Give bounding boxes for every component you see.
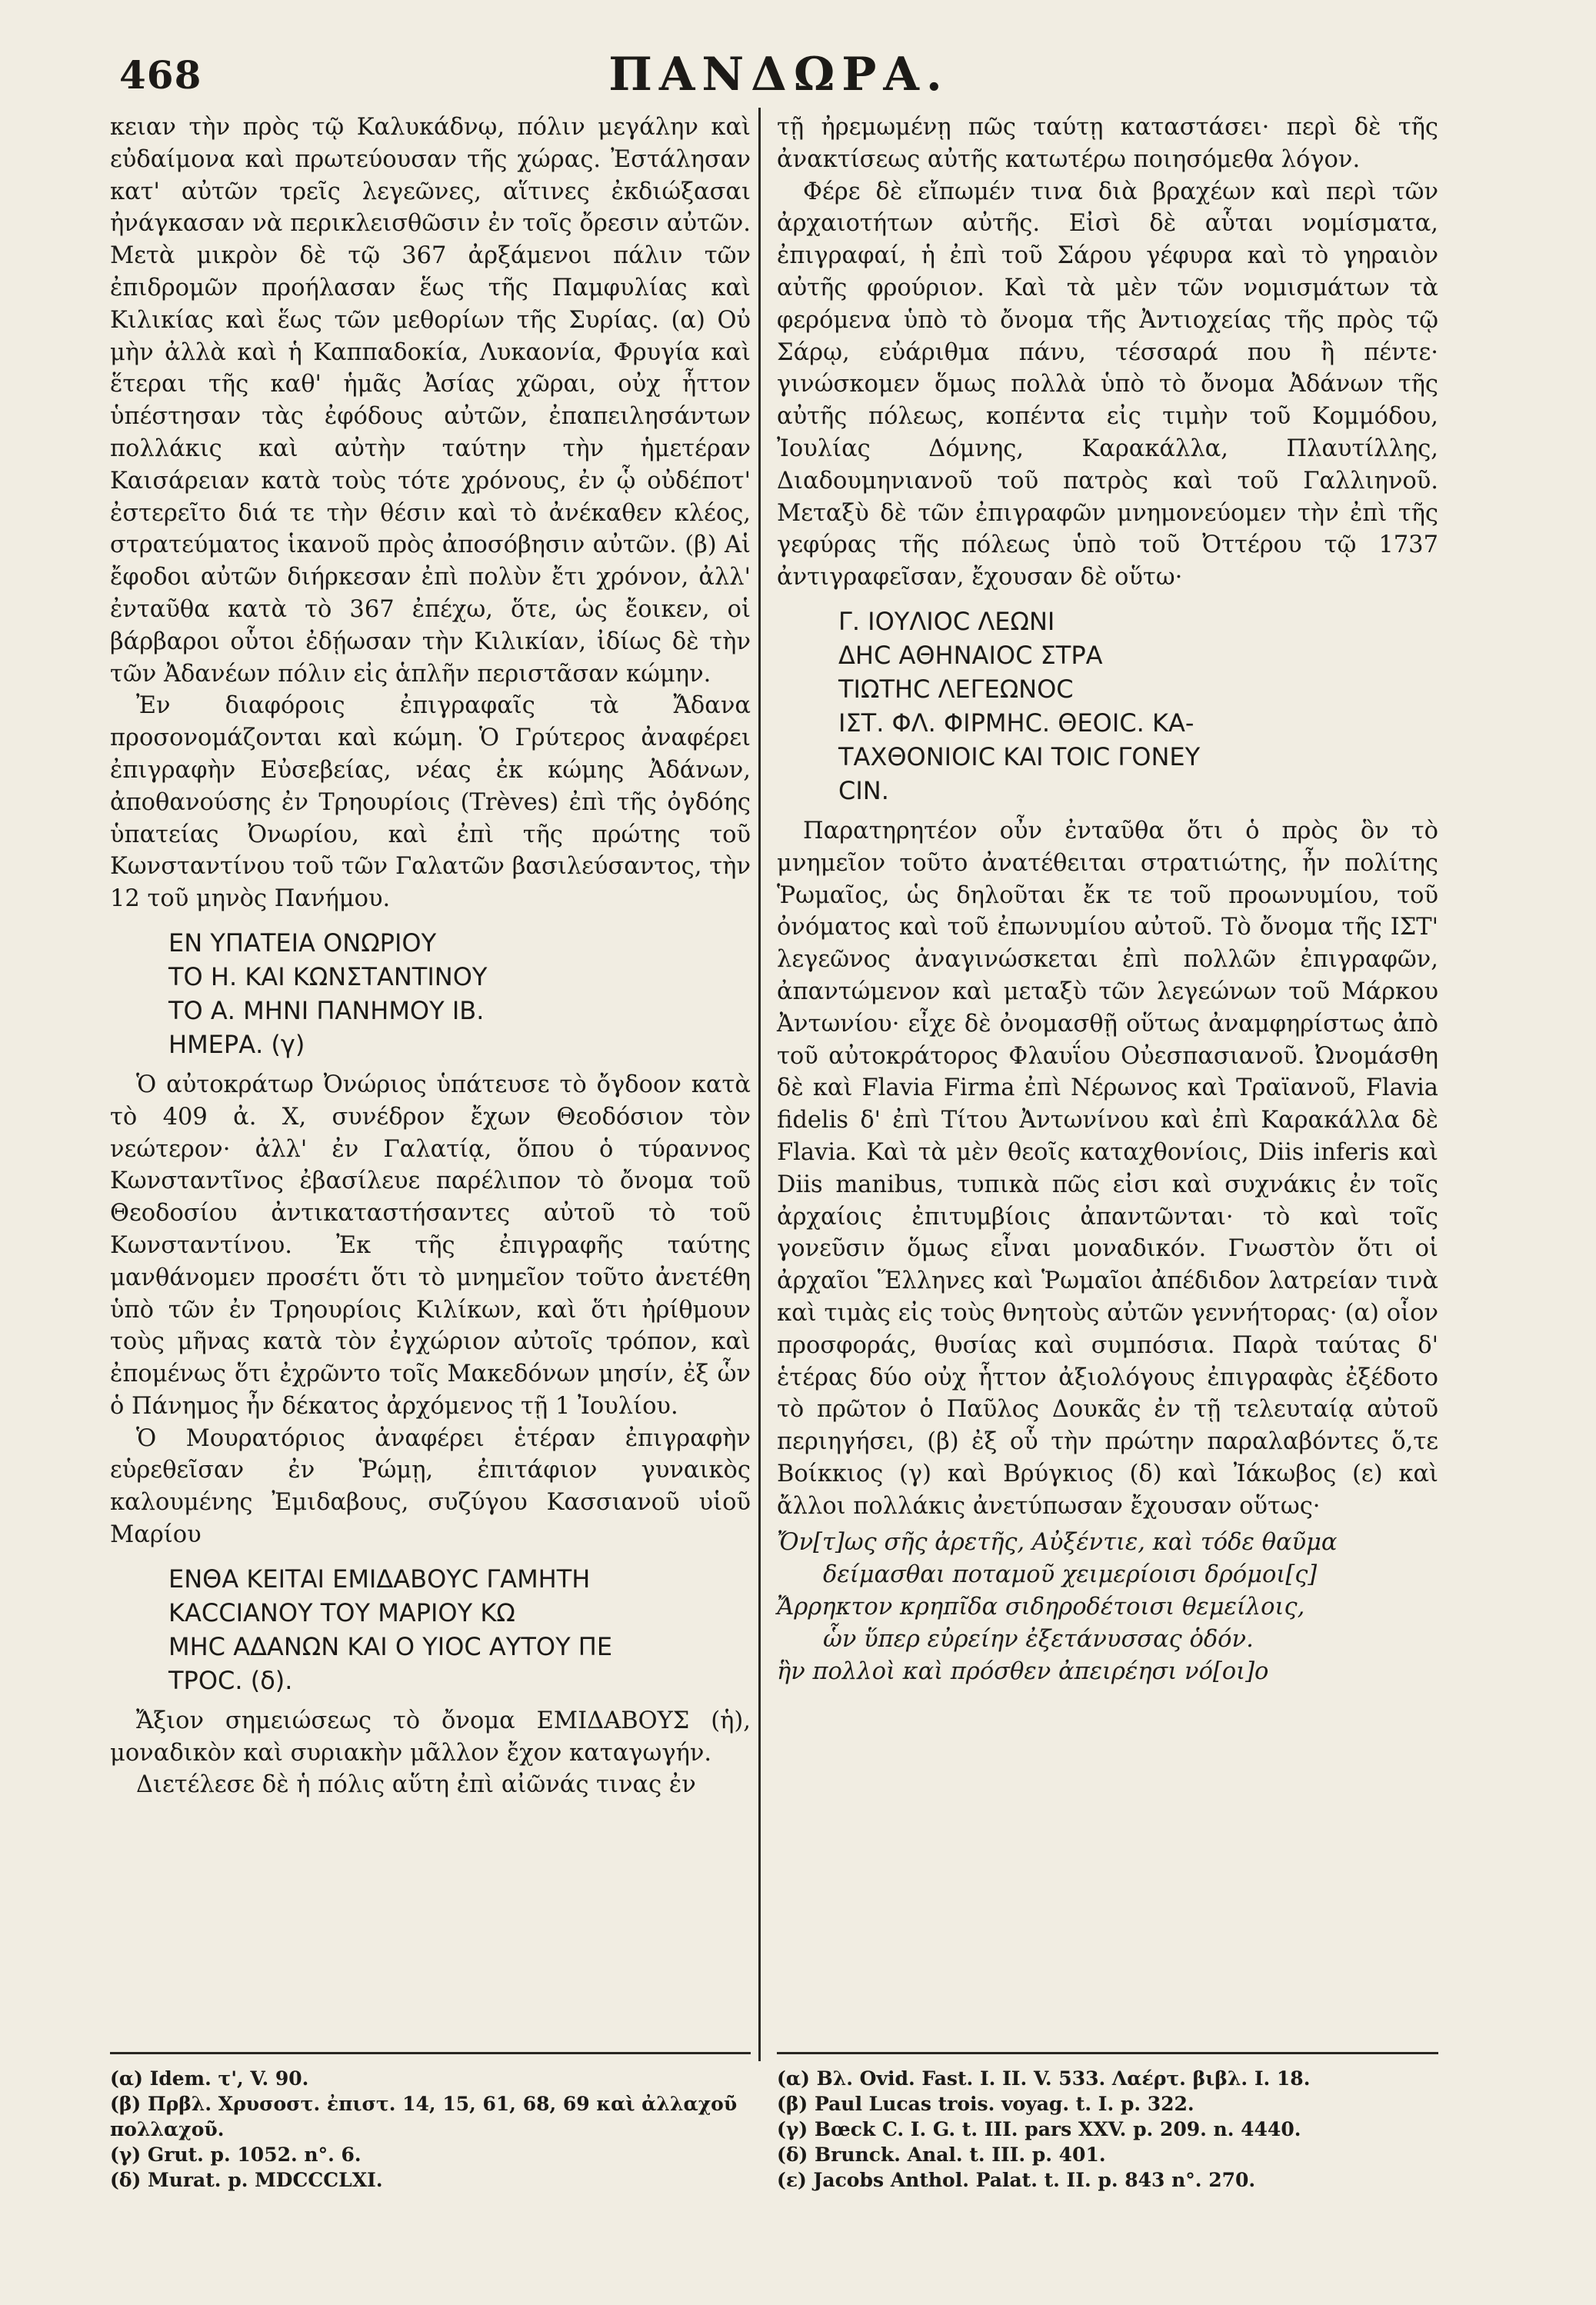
verse-line: δείμασθαι ποταμοῦ χειμερίοισι δρόμοι[ς]: [823, 1561, 1318, 1589]
footnote: (β) Πρβλ. Χρυσοστ. ἐπιστ. 14, 15, 61, 68, 69 καὶ ἀλλαχοῦ: [110, 2093, 738, 2115]
column-divider: [758, 108, 761, 2061]
running-title: ΠΑΝΔΩΡΑ.: [608, 48, 949, 102]
footnote: (β) Paul Lucas trois. voyag. t. I. p. 322.: [777, 2093, 1195, 2115]
inscription-line: ΕΝ ΥΠΑΤΕΙΑ ΟΝΩΡΙΟΥ: [168, 928, 437, 958]
left-column: [110, 112, 751, 1801]
inscription-line: Γ. ΙΟΥΛΙΟC ΛΕΩΝΙ: [838, 606, 1055, 636]
left-paragraph-1: κειαν τὴν πρὸς τῷ Καλυκάδνῳ, πόλιν μεγάλην καὶ εὐδαίμονα καὶ πρωτεύουσαν τῆς χώρας. Ἐστάλησαν κατ' αὐτῶν τρεῖς λεγεῶνες, αἵτινες ἐκδιώξασαι ἠνάγκασαν νὰ περικλεισθῶσιν ἐν τοῖς ὄρεσιν αὐτῶν. Μετὰ μικρὸν δὲ τῷ 367 ἀρξάμενοι πάλιν τῶν ἐπιδρομῶν προήλασαν ἕως τῆς Παμφυλίας καὶ Κιλικίας καὶ ἕως τῶν μεθορίων τῆς Συρίας. (α) Οὐ μὴν ἀλλὰ καὶ ἡ Καππαδοκία, Λυκαονία, Φρυγία καὶ ἕτεραι τῆς καθ' ἡμᾶς Ἀσίας χῶραι, οὐχ ἧττον ὑπέστησαν τὰς ἐφόδους αὐτῶν, ἐπαπειλησάντων πολλάκις καὶ αὐτὴν ταύτην τὴν ἡμετέραν Καισάρειαν κατὰ τοὺς τότε χρόνους, ἐν ᾧ οὐδέποτ' ἐστερεῖτο διά τε τὴν θέσιν καὶ τὸ ἀνέκαθεν κλέος, στρατεύματος ἱκανοῦ πρὸς ἀποσόβησιν αὐτῶν. (β) Αἱ ἔφοδοι αὐτῶν διήρκεσαν ἐπὶ πολὺν ἔτι χρόνον, ἀλλ' ἐνταῦθα κατὰ τὸ 367 ἐπέχω, ὅτε, ὡς ἔοικεν, οἱ βάρβαροι οὗτοι ἐδῄωσαν τὴν Κιλικίαν, ἰδίως δὲ τὴν τῶν Ἀδανέων πόλιν εἰς ἁπλῆν περιστᾶσαν κώμην.: [110, 114, 751, 688]
verse-line: Ἄρρηκτον κρηπῖδα σιδηροδέτοισι θεμείλοις,: [777, 1594, 1305, 1621]
left-paragraph-3: Ὁ αὐτοκράτωρ Ὀνώριος ὑπάτευσε τὸ ὄγδοον κατὰ τὸ 409 ἀ. Χ, συνέδρον ἔχων Θεοδόσιον τὸν νεώτερον· ἀλλ' ἐν Γαλατίᾳ, ὅπου ὁ τύραννος Κωνσταντῖνος ἐβασίλευε παρέλιπον τὸ ὄνομα τοῦ Θεοδοσίου ἀντικαταστήσαντες αὐτοῦ τὸ τοῦ Κωνσταντίνου. Ἐκ τῆς ἐπιγραφῆς ταύτης μανθάνομεν προσέτι ὅτι τὸ μνημεῖον τοῦτο ἀνετέθη ὑπὸ τῶν ἐν Τρηουρίοις Κιλίκων, καὶ ὅτι ἠρίθμουν τοὺς μῆνας κατὰ τὸν ἐγχώριον αὐτοῖς τρόπον, καὶ ἐπομένως ὅτι ἐχρῶντο τοῖς Μακεδόνων μησίν, ἐξ ὧν ὁ Πάνημος ἦν δέκατος ἀρχόμενος τῇ 1 Ἰουλίου.: [110, 1071, 751, 1420]
inscription-line: ΔΗC ΑΘΗΝΑΙΟC ΣΤΡΑ: [838, 640, 1103, 670]
inscription-line: ΗΜΕΡΑ. (γ): [168, 1029, 305, 1059]
right-paragraph-2: Φέρε δὲ εἴπωμέν τινα διὰ βραχέων καὶ περὶ τῶν ἀρχαιοτήτων αὐτῆς. Εἰσὶ δὲ αὗται νομίσματα, ἐπιγραφαί, ἡ ἐπὶ τοῦ Σάρου γέφυρα καὶ τὸ γηραιὸν αὐτῆς φρούριον. Καὶ τὰ μὲν τῶν νομισμάτων τὰ φερόμενα ὑπὸ τὸ ὄνομα τῆς Ἀντιοχείας τῆς πρὸς τῷ Σάρῳ, εὐάριθμα πάνυ, τέσσαρά που ἢ πέντε· γινώσκομεν ὅμως πολλὰ ὑπὸ τὸ ὄνομα Ἀδάνων τῆς αὐτῆς πόλεως, κοπέντα εἰς τιμὴν τοῦ Κομμόδου, Ἰουλίας Δόμνης, Καρακάλλα, Πλαυτίλλης, Διαδουμηνιανοῦ τοῦ πατρὸς καὶ τοῦ Γαλλιηνοῦ. Μεταξὺ δὲ τῶν ἐπιγραφῶν μνημονεύομεν τὴν ἐπὶ τῆς γεφύρας τῆς πόλεως ὑπὸ τοῦ Ὀττέρου τῷ 1737 ἀντιγραφεῖσαν, ἔχουσαν δὲ οὕτω·: [777, 178, 1438, 591]
footnote: πολλαχοῦ.: [110, 2118, 225, 2140]
inscription-line: ΤΟ Η. ΚΑΙ ΚΩΝΣΤΑΝΤΙΝΟΥ: [168, 961, 488, 991]
inscription-line: ΚΑCCΙΑΝΟΥ ΤΟΥ ΜΑΡΙΟΥ ΚΩ: [168, 1597, 515, 1627]
left-paragraph-4: Ὁ Μουρατόριος ἀναφέρει ἑτέραν ἐπιγραφὴν εὑρεθεῖσαν ἐν Ῥώμῃ, ἐπιτάφιον γυναικὸς καλουμένης Ἐμιδαβους, συζύγου Κασσιανοῦ υἱοῦ Μαρίου: [110, 1424, 751, 1549]
inscription-bridge: [777, 605, 1438, 808]
inscription-line: ΤΙΩΤΗC ΛΕΓΕΩΝΟC: [838, 674, 1074, 704]
inscription-line: ΤΟ Α. ΜΗΝΙ ΠΑΝΗΜΟΥ ΙΒ.: [168, 995, 485, 1025]
inscription-emidabous: [110, 1562, 751, 1697]
verse-inscription: [777, 1527, 1438, 1687]
footnote: (γ) Bœck C. I. G. t. III. pars XXV. p. 209. n. 4440.: [777, 2118, 1301, 2140]
left-paragraph-2: Ἐν διαφόροις ἐπιγραφαῖς τὰ Ἄδανα προσονομάζονται καὶ κώμη. Ὁ Γρύτερος ἀναφέρει ἐπιγραφὴν Εὐσεβείας, νέας ἐκ κώμης Ἀδάνων, ἀποθανούσης ἐν Τρηουρίοις (Trèves) ἐπὶ τῆς ὀγδόης ὑπατείας Ὀνωρίου, καὶ ἐπὶ τῆς πρώτης τοῦ Κωνσταντίνου τοῦ τῶν Γαλατῶν βασιλεύσαντος, τὴν 12 τοῦ μηνὸς Πανήμου.: [110, 692, 751, 913]
footnote-rule-left: [110, 2052, 751, 2054]
right-column: [777, 112, 1438, 1692]
inscription-line: ΤΡΟC. (δ).: [168, 1665, 293, 1695]
verse-line: ὧν ὕπερ εὐρείην ἐξετάνυσσας ὁδόν.: [823, 1625, 1254, 1653]
footnote: (δ) Brunck. Anal. t. III. p. 401.: [777, 2143, 1106, 2166]
inscription-line: ΜΗC ΑΔΑΝΩΝ ΚΑΙ Ο ΥΙΟC ΑΥΤΟΥ ΠΕ: [168, 1631, 613, 1661]
footnotes-left: [110, 2066, 751, 2193]
footnote: (α) Βλ. Ovid. Fast. I. II. V. 533. Λαέρτ. βιβλ. I. 18.: [777, 2067, 1311, 2090]
left-paragraph-6: Διετέλεσε δὲ ἡ πόλις αὕτη ἐπὶ αἰῶνάς τινας ἐν: [136, 1771, 696, 1799]
inscription-line: ΤΑΧΘΟΝΙΟΙC ΚΑΙ ΤΟΙC ΓΟΝΕΥ: [838, 741, 1201, 771]
inscription-onorius: [110, 926, 751, 1061]
footnote: (ε) Jacobs Anthol. Palat. t. II. p. 843 n°. 270.: [777, 2169, 1256, 2191]
inscription-line: CIN.: [838, 775, 889, 805]
footnotes-right: [777, 2066, 1438, 2193]
verse-line: ἣν πολλοὶ καὶ πρόσθεν ἀπειρέησι νό[οι]ο: [777, 1657, 1269, 1685]
footnote: (γ) Grut. p. 1052. n°. 6.: [110, 2143, 362, 2166]
left-paragraph-5: Ἄξιον σημειώσεως τὸ ὄνομα ΕΜΙΔΑΒΟΥΣ (ἡ), μοναδικὸν καὶ συριακὴν μᾶλλον ἔχον καταγωγήν.: [110, 1707, 751, 1767]
footnote-rule-right: [777, 2052, 1438, 2054]
page-header: [119, 48, 1438, 109]
right-paragraph-1: τῇ ἠρεμωμένῃ πῶς ταύτῃ καταστάσει· περὶ δὲ τῆς ἀνακτίσεως αὐτῆς κατωτέρω ποιησόμεθα λόγον.: [777, 114, 1438, 173]
footnote: (α) Idem. τ', V. 90.: [110, 2067, 309, 2090]
verse-line: Ὄν[τ]ως σῆς ἀρετῆς, Αὐξέντιε, καὶ τόδε θαῦμα: [777, 1529, 1338, 1557]
right-paragraph-3: Παρατηρητέον οὖν ἐνταῦθα ὅτι ὁ πρὸς ὃν τὸ μνημεῖον τοῦτο ἀνατέθειται στρατιώτης, ἦν πολίτης Ῥωμαῖος, ὡς δηλοῦται ἔκ τε τοῦ προωνυμίου, τοῦ ὀνόματος καὶ τοῦ ἐπωνυμίου αὐτοῦ. Τὸ ὄνομα τῆς ΙΣΤ' λεγεῶνος ἀναγινώσκεται ἐπὶ πολλῶν ἐπιγραφῶν, ἀπαντώμενον καὶ μεταξὺ τῶν λεγεώνων τοῦ Μάρκου Ἀντωνίου· εἶχε δὲ ὀνομασθῇ οὕτως ἀναμφηρίστως ἀπὸ τοῦ αὐτοκράτορος Φλαυΐου Οὐεσπασιανοῦ. Ὠνομάσθη δὲ καὶ Flavia Firma ἐπὶ Νέρωνος καὶ Τραϊανοῦ, Flavia fidelis δ' ἐπὶ Τίτου Ἀντωνίνου καὶ ἐπὶ Καρακάλλα δὲ Flavia. Καὶ τὰ μὲν θεοῖς καταχθονίοις, Diis inferis καὶ Diis manibus, τυπικὰ πῶς εἰσι καὶ συχνάκις ἐν τοῖς ἀρχαίοις ἐπιτυμβίοις ἀπαντῶνται· τὸ καὶ τοῖς γονεῦσιν ὅμως εἶναι μοναδικόν. Γνωστὸν ὅτι οἱ ἀρχαῖοι Ἕλληνες καὶ Ῥωμαῖοι ἀπέδιδον λατρείαν τινὰ καὶ τιμὰς εἰς τοὺς θνητοὺς αὐτῶν γεννήτορας· (α) οἷον προσφοράς, θυσίας καὶ συμπόσια. Παρὰ ταύτας δ' ἑτέρας δύο οὐχ ἧττον ἀξιολόγους ἐπιγραφὰς ἐξέδοτο τὸ πρῶτον ὁ Παῦλος Δουκᾶς ἐν τῇ τελευταίᾳ αὐτοῦ περιηγήσει, (β) ἐξ οὗ τὴν πρώτην παραλαβόντες ὅ,τε Βοίκκιος (γ) καὶ Βρύγκιος (δ) καὶ Ἰάκωβος (ε) καὶ ἄλλοι πολλάκις ἀνετύπωσαν ἔχουσαν οὕτως·: [777, 817, 1438, 1520]
page-number: 468: [119, 52, 202, 98]
inscription-line: ΙΣΤ. ΦΛ. ΦΙΡΜΗC. ΘΕΟΙC. ΚΑ-: [838, 708, 1195, 738]
inscription-line: ΕΝΘΑ ΚΕΙΤΑΙ ΕΜΙΔΑΒΟΥC ΓΑΜΗΤΗ: [168, 1564, 591, 1594]
footnote: (δ) Murat. p. MDCCCLXI.: [110, 2169, 383, 2191]
